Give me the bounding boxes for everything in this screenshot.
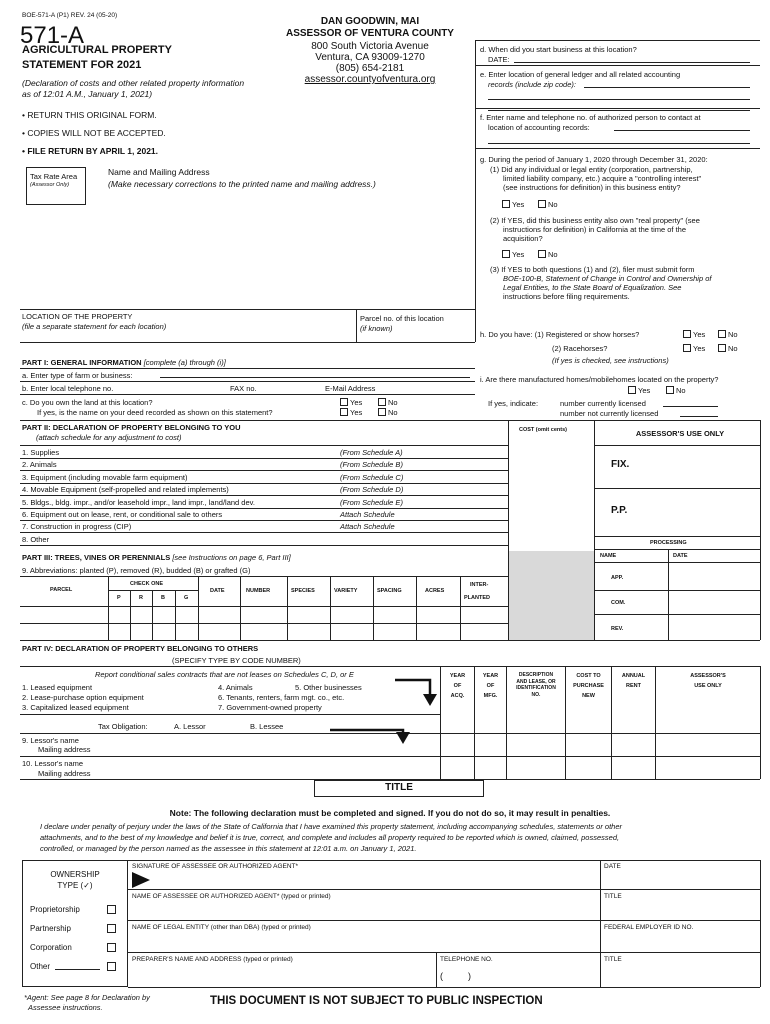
col-parcel: PARCEL bbox=[50, 587, 73, 593]
col-year-acq bbox=[441, 671, 474, 701]
instruction-deadline: • FILE RETURN BY APRIL 1, 2021. bbox=[22, 146, 159, 156]
legal-entity-label: NAME OF LEGAL ENTITY (other than DBA) (typed or printed) bbox=[132, 924, 311, 931]
processing-header: PROCESSING bbox=[650, 540, 687, 546]
col-desc-4: NO. bbox=[531, 691, 541, 698]
g1-yes-option[interactable] bbox=[502, 200, 524, 209]
processing-date: DATE bbox=[673, 553, 688, 559]
part2-item-cost-field[interactable] bbox=[509, 459, 594, 470]
ownership-other-field[interactable] bbox=[55, 962, 100, 970]
g2-no-checkbox[interactable] bbox=[538, 250, 546, 258]
question-g2-line2: instructions for definition) in California at the time of the bbox=[503, 225, 687, 234]
declaration-title: TITLE bbox=[385, 782, 413, 793]
part1-title-note: [complete (a) through (i)] bbox=[143, 358, 226, 367]
date-label: DATE bbox=[604, 863, 621, 870]
telephone-field[interactable]: ( ) bbox=[440, 971, 471, 981]
col-rent-2: RENT bbox=[626, 683, 641, 689]
i-no-label: No bbox=[676, 386, 686, 395]
ledger-location-field-3[interactable] bbox=[488, 103, 750, 111]
col-cost-2: PURCHASE bbox=[573, 683, 604, 689]
question-e-2: records (include zip code): bbox=[488, 80, 576, 89]
business-start-date-field[interactable] bbox=[514, 55, 750, 63]
part2-title: PART II: DECLARATION OF PROPERTY BELONGING TO YOU bbox=[22, 423, 241, 432]
col-inter: INTER- bbox=[470, 582, 489, 588]
c2-yes-option[interactable] bbox=[340, 408, 362, 417]
part2-row-divider bbox=[20, 483, 508, 484]
lessor-9-name: 9. Lessor's name bbox=[22, 736, 79, 745]
form-code: BOE-571-A (P1) REV. 24 (05-20) bbox=[22, 12, 118, 19]
col-assessor-use bbox=[656, 671, 760, 691]
col-variety: VARIETY bbox=[334, 588, 358, 594]
assessor-name: DAN GOODWIN, MAI bbox=[320, 16, 420, 27]
col-acres: ACRES bbox=[425, 588, 445, 594]
part2-item-source: (From Schedule A) bbox=[340, 448, 403, 457]
col-rent-1: ANNUAL bbox=[621, 673, 646, 679]
assessor-use-header: ASSESSOR'S USE ONLY bbox=[635, 429, 725, 438]
col-date: DATE bbox=[210, 588, 225, 594]
title-label: TITLE bbox=[604, 893, 622, 900]
h2-yes-checkbox[interactable] bbox=[683, 344, 691, 352]
g1-yes-label: Yes bbox=[512, 200, 525, 209]
h2-no-checkbox[interactable] bbox=[718, 344, 726, 352]
part2-item-cost-field[interactable] bbox=[509, 484, 594, 495]
sign-here-arrow-icon bbox=[132, 872, 152, 888]
part2-item-source: Attach Schedule bbox=[340, 522, 395, 532]
fix-label: FIX. bbox=[611, 459, 630, 470]
ledger-location-field-2[interactable] bbox=[488, 92, 750, 100]
part2-item-cost-field[interactable] bbox=[509, 534, 594, 545]
col-desc-1: DESCRIPTION bbox=[518, 672, 554, 678]
part3-title bbox=[22, 553, 291, 562]
code-5: 5. Other businesses bbox=[295, 683, 362, 692]
col-cost-1: COST TO bbox=[576, 673, 601, 679]
part1-title bbox=[22, 358, 226, 367]
col-number: NUMBER bbox=[246, 588, 271, 594]
col-cost-3: NEW bbox=[582, 693, 595, 699]
declaration-note: Note: The following declaration must be completed and signed. If you do not do so, it may result in penalties. bbox=[169, 808, 611, 818]
question-i-unlicensed: number not currently licensed bbox=[560, 409, 659, 418]
assessor-address2: Ventura, CA 93009-1270 bbox=[315, 52, 425, 63]
part2-item-label: 5. Bldgs., bldg. impr., and/or leasehold impr., land impr., land/land dev. bbox=[22, 497, 255, 507]
col-annual-rent bbox=[612, 671, 655, 691]
part1-c1: c. Do you own the land at this location? bbox=[22, 398, 153, 407]
part1-c2: If yes, is the name on your deed recorded as shown on this statement? bbox=[37, 408, 273, 417]
question-h-note: (If yes is checked, see instructions) bbox=[552, 356, 669, 365]
question-g3: (3) If YES to both questions (1) and (2), filer must submit form bbox=[490, 265, 695, 274]
col-year-acq-1: YEAR bbox=[449, 673, 466, 679]
part2-item-label: 1. Supplies bbox=[22, 448, 60, 457]
part2-row-divider bbox=[20, 495, 508, 496]
code-4: 4. Animals bbox=[218, 683, 253, 692]
question-g: g. During the period of January 1, 2020 through December 31, 2020: bbox=[480, 155, 708, 164]
c1-no-option[interactable] bbox=[378, 398, 398, 407]
part2-row-divider bbox=[20, 458, 508, 459]
form-subtitle: (Declaration of costs and other related property information as of 12:01 A.M., January 1, 2021) bbox=[22, 78, 245, 99]
part2-item-cost-field[interactable] bbox=[509, 447, 594, 458]
c1-no-checkbox[interactable] bbox=[378, 398, 386, 406]
pp-label: P.P. bbox=[611, 505, 628, 516]
question-g1-line3: (see instructions for definition) in this business entity? bbox=[503, 183, 681, 192]
part2-item-source: (From Schedule C) bbox=[340, 472, 404, 482]
right-column-divider bbox=[475, 40, 476, 342]
col-year-mfg bbox=[475, 671, 506, 701]
col-year-acq-3: ACQ. bbox=[450, 693, 465, 699]
part2-row-divider bbox=[20, 508, 508, 509]
ownership-other: Other bbox=[30, 962, 51, 971]
c1-yes-option[interactable] bbox=[340, 398, 362, 407]
g1-yes-checkbox[interactable] bbox=[502, 200, 510, 208]
location-label: LOCATION OF THE PROPERTY bbox=[22, 312, 133, 321]
tax-obligation-lessee: B. Lessee bbox=[250, 722, 284, 731]
g2-no-label: No bbox=[548, 250, 558, 259]
code-1: 1. Leased equipment bbox=[22, 683, 93, 692]
right-column-top bbox=[475, 40, 760, 41]
lessor-9-address: Mailing address bbox=[38, 745, 91, 754]
question-g1-line2: limited liability company, etc.) acquire a "controlling interest" bbox=[503, 174, 702, 183]
part4-report: Report conditional sales contracts that are not leases on Schedules C, D, or E bbox=[95, 670, 354, 679]
g1-no-option[interactable] bbox=[538, 200, 558, 209]
h1-no-label: No bbox=[728, 330, 738, 339]
partnership-checkbox[interactable] bbox=[107, 924, 116, 933]
question-i-indicate: If yes, indicate: bbox=[488, 399, 539, 408]
part2-item-cost-field[interactable] bbox=[509, 497, 594, 508]
proprietorship-checkbox[interactable] bbox=[107, 905, 116, 914]
part2-item-cost-field[interactable] bbox=[509, 521, 594, 532]
col-desc-2: AND LEASE, OR bbox=[516, 678, 556, 685]
code-2: 2. Lease-purchase option equipment bbox=[22, 693, 144, 702]
h2-no-option[interactable] bbox=[718, 344, 738, 353]
assessor-phone: (805) 654-2181 bbox=[335, 63, 405, 74]
instruction-return: • RETURN THIS ORIGINAL FORM. bbox=[22, 110, 157, 120]
c1-yes-label: Yes bbox=[350, 398, 363, 407]
arrow-down-icon-2 bbox=[330, 724, 420, 748]
assessor-office: ASSESSOR OF VENTURA COUNTY bbox=[286, 28, 454, 39]
c2-no-label: No bbox=[388, 408, 398, 417]
preparer-label: PREPARER'S NAME AND ADDRESS (typed or printed) bbox=[132, 956, 293, 963]
contact-person-field-2[interactable] bbox=[488, 136, 750, 144]
g2-yes-option[interactable] bbox=[502, 250, 524, 259]
shaded-cell bbox=[509, 551, 594, 641]
farm-type-field[interactable] bbox=[160, 370, 470, 378]
g1-no-checkbox[interactable] bbox=[538, 200, 546, 208]
signature-label: SIGNATURE OF ASSESSEE OR AUTHORIZED AGENT* bbox=[132, 863, 299, 870]
g2-yes-checkbox[interactable] bbox=[502, 250, 510, 258]
g1-no-label: No bbox=[548, 200, 558, 209]
col-check-one: CHECK ONE bbox=[130, 581, 164, 587]
c2-yes-checkbox[interactable] bbox=[340, 408, 348, 416]
processing-app: APP. bbox=[611, 575, 624, 581]
col-year-mfg-3: MFG. bbox=[483, 693, 498, 699]
col-g: G bbox=[184, 595, 189, 601]
part2-item-cost-field[interactable] bbox=[509, 472, 594, 483]
part2-sub: (attach schedule for any adjustment to cost) bbox=[36, 433, 182, 442]
i-yes-option[interactable] bbox=[628, 386, 650, 395]
signature-field[interactable] bbox=[158, 872, 598, 887]
part3-title-note: [see Instructions on page 6, Part III] bbox=[172, 553, 291, 562]
part1-a: a. Enter type of farm or business: bbox=[22, 371, 133, 380]
question-e: e. Enter location of general ledger and all related accounting bbox=[480, 70, 681, 79]
title-2-label: TITLE bbox=[604, 956, 622, 963]
h1-yes-label: Yes bbox=[693, 330, 706, 339]
part1-email: E-Mail Address bbox=[325, 384, 376, 393]
telephone-label: TELEPHONE NO. bbox=[440, 956, 493, 963]
ledger-location-field-1[interactable] bbox=[584, 80, 750, 88]
i-yes-label: Yes bbox=[638, 386, 651, 395]
c1-yes-checkbox[interactable] bbox=[340, 398, 348, 406]
question-h: h. Do you have: (1) Registered or show horses? bbox=[480, 330, 640, 339]
g2-no-option[interactable] bbox=[538, 250, 558, 259]
question-g3-line2: BOE-100-B, Statement of Change in Control and Ownership of bbox=[503, 274, 712, 283]
lessor-10-address: Mailing address bbox=[38, 769, 91, 778]
h1-yes-checkbox[interactable] bbox=[683, 330, 691, 338]
processing-com: COM. bbox=[611, 600, 626, 606]
processing-rev: REV. bbox=[611, 626, 624, 632]
part2-item-label: 3. Equipment (including movable farm equipment) bbox=[22, 472, 188, 482]
code-6: 6. Tenants, renters, farm mgt. co., etc. bbox=[218, 693, 345, 702]
ownership-label-1: OWNERSHIP bbox=[50, 870, 100, 879]
part2-item-source: (From Schedule D) bbox=[340, 485, 404, 495]
form-title-2: STATEMENT FOR 2021 bbox=[22, 59, 142, 71]
i-no-checkbox[interactable] bbox=[666, 386, 674, 394]
unlicensed-count-field[interactable] bbox=[680, 409, 718, 417]
assessor-website[interactable]: assessor.countyofventura.org bbox=[304, 74, 436, 85]
part2-item-cost-field[interactable] bbox=[509, 509, 594, 520]
part2-row-divider bbox=[20, 545, 508, 546]
tax-rate-sub: (Assessor Only) bbox=[30, 182, 70, 188]
i-no-option[interactable] bbox=[666, 386, 686, 395]
mailing-label: Name and Mailing Address bbox=[108, 167, 210, 177]
col-desc-3: IDENTIFICATION bbox=[516, 685, 556, 691]
col-description bbox=[507, 672, 565, 698]
question-i: i. Are there manufactured homes/mobilehomes located on the property? bbox=[480, 375, 719, 384]
part2-row-divider bbox=[20, 470, 508, 471]
form-number: 571-A bbox=[20, 22, 85, 49]
col-year-mfg-1: YEAR bbox=[482, 673, 499, 679]
question-f-2: location of accounting records: bbox=[488, 123, 590, 132]
licensed-count-field[interactable] bbox=[663, 399, 718, 407]
c1-no-label: No bbox=[388, 398, 398, 407]
part2-item-source: Attach Schedule bbox=[340, 510, 395, 519]
declaration-text-3: controlled, or managed by the person named as the assessee in this statement at 12:01 a.m. on January 1, 2021. bbox=[40, 844, 417, 853]
ownership-label-2: TYPE (✓) bbox=[57, 881, 93, 890]
contact-person-field-1[interactable] bbox=[614, 123, 750, 131]
h2-no-label: No bbox=[728, 344, 738, 353]
c2-no-checkbox[interactable] bbox=[378, 408, 386, 416]
part2-item-label: 7. Construction in progress (CIP) bbox=[22, 522, 132, 532]
mailing-note: (Make necessary corrections to the printed name and mailing address.) bbox=[108, 179, 376, 189]
h2-yes-option[interactable] bbox=[683, 344, 705, 353]
i-yes-checkbox[interactable] bbox=[628, 386, 636, 394]
form-title-1: AGRICULTURAL PROPERTY bbox=[22, 44, 172, 56]
ownership-proprietorship: Proprietorship bbox=[30, 905, 80, 914]
tax-obligation-label: Tax Obligation: bbox=[98, 722, 148, 731]
declaration-text-1: I declare under penalty of perjury under the laws of the State of California that I have examined this property statement, including accompanying schedules, statements or other bbox=[40, 822, 622, 831]
code-3: 3. Capitalized leased equipment bbox=[22, 703, 129, 712]
part2-item-source: (From Schedule E) bbox=[340, 497, 403, 507]
instruction-copies: • COPIES WILL NOT BE ACCEPTED. bbox=[22, 128, 166, 138]
question-g3-line3: Legal Entities, to the State Board of Equalization. See bbox=[503, 283, 682, 292]
question-g3-line4: instructions before filing requirements. bbox=[503, 292, 630, 301]
assessor-address1: 800 South Victoria Avenue bbox=[311, 41, 429, 52]
declaration-text-2: attachments, and to the best of my knowledge and belief it is true, correct, and complete and includes all property required to be reported which is owned, claimed, possessed, bbox=[40, 833, 620, 842]
c2-no-option[interactable] bbox=[378, 408, 398, 417]
part2-item-label: 6. Equipment out on lease, rent, or conditional sale to others bbox=[22, 510, 223, 519]
part2-item-label: 2. Animals bbox=[22, 460, 57, 470]
col-planted: PLANTED bbox=[464, 595, 490, 601]
code-7: 7. Government-owned property bbox=[218, 703, 322, 712]
part4-title: PART IV: DECLARATION OF PROPERTY BELONGING TO OTHERS bbox=[22, 644, 259, 653]
question-d: d. When did you start business at this location? bbox=[480, 45, 637, 54]
footer-agent-2: Assessee instructions. bbox=[28, 1003, 103, 1012]
location-sub: (file a separate statement for each location) bbox=[22, 322, 167, 331]
lessor-10-name: 10. Lessor's name bbox=[22, 759, 84, 768]
h2-yes-label: Yes bbox=[693, 344, 706, 353]
h1-no-checkbox[interactable] bbox=[718, 330, 726, 338]
h1-yes-option[interactable] bbox=[683, 330, 705, 339]
part2-item-label: 8. Other bbox=[22, 534, 50, 544]
part2-row-divider bbox=[20, 520, 508, 521]
part3-title-text: PART III: TREES, VINES OR PERENNIALS bbox=[22, 553, 171, 562]
question-f: f. Enter name and telephone no. of authorized person to contact at bbox=[480, 113, 701, 122]
part2-row-divider bbox=[20, 532, 508, 533]
col-year-mfg-2: OF bbox=[486, 683, 495, 689]
corporation-checkbox[interactable] bbox=[107, 943, 116, 952]
col-b: B bbox=[161, 595, 165, 601]
question-h2: (2) Racehorses? bbox=[552, 344, 608, 353]
col-year-acq-2: OF bbox=[453, 683, 462, 689]
question-d-date-label: DATE: bbox=[488, 55, 510, 64]
part1-b: b. Enter local telephone no. bbox=[22, 384, 114, 393]
col-assessor-2: USE ONLY bbox=[694, 683, 722, 689]
footer-notice: THIS DOCUMENT IS NOT SUBJECT TO PUBLIC INSPECTION bbox=[210, 995, 543, 1007]
col-p: P bbox=[117, 595, 121, 601]
agent-name-label: NAME OF ASSESSEE OR AUTHORIZED AGENT* (typed or printed) bbox=[132, 893, 331, 900]
part1-fax: FAX no. bbox=[230, 384, 257, 393]
cost-header: COST (omit cents) bbox=[519, 427, 567, 433]
question-g2-line3: acquisition? bbox=[503, 234, 543, 243]
tax-rate-label: Tax Rate Area bbox=[30, 172, 78, 181]
tax-obligation-lessor: A. Lessor bbox=[174, 722, 206, 731]
ownership-corporation: Corporation bbox=[30, 943, 72, 952]
col-spacing: SPACING bbox=[377, 588, 402, 594]
fein-label: FEDERAL EMPLOYER ID NO. bbox=[604, 924, 694, 931]
col-cost-to-purchase bbox=[566, 671, 611, 701]
part2-item-label: 4. Movable Equipment (self-propelled and related implements) bbox=[22, 485, 229, 495]
c2-yes-label: Yes bbox=[350, 408, 363, 417]
processing-name: NAME bbox=[600, 553, 617, 559]
col-assessor-1: ASSESSOR'S bbox=[690, 673, 726, 679]
part2-item-source: (From Schedule B) bbox=[340, 460, 403, 470]
parcel-sub: (if known) bbox=[360, 324, 393, 333]
question-i-licensed: number currently licensed bbox=[560, 399, 646, 408]
footer-agent-1: *Agent: See page 8 for Declaration by bbox=[24, 993, 150, 1002]
h1-no-option[interactable] bbox=[718, 330, 738, 339]
other-checkbox[interactable] bbox=[107, 962, 116, 971]
ownership-partnership: Partnership bbox=[30, 924, 71, 933]
col-species: SPECIES bbox=[291, 588, 315, 594]
col-r: R bbox=[139, 595, 143, 601]
part1-title-text: PART I: GENERAL INFORMATION bbox=[22, 358, 142, 367]
part4-sub: (SPECIFY TYPE BY CODE NUMBER) bbox=[172, 656, 301, 665]
question-g2: (2) If YES, did this business entity also own "real property" (see bbox=[490, 216, 700, 225]
parcel-label: Parcel no. of this location bbox=[360, 314, 444, 323]
g2-yes-label: Yes bbox=[512, 250, 525, 259]
part3-sub: 9. Abbreviations: planted (P), removed (R), budded (B) or grafted (G) bbox=[22, 566, 251, 575]
question-g1: (1) Did any individual or legal entity (corporation, partnership, bbox=[490, 165, 693, 174]
